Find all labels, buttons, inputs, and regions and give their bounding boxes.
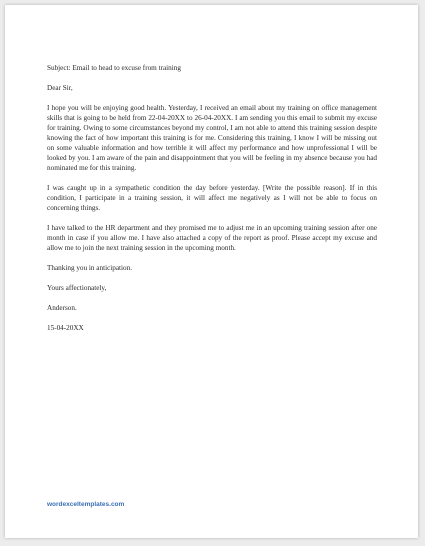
letter-body [47, 63, 377, 343]
website-link[interactable]: wordexceltemplates.com [47, 501, 125, 508]
letter-paragraph-3: I have talked to the HR department and they promised me to adjust me in an upcoming training session after one month in case if you allow me. I have also attached a copy of the report as proof. Please accept my excuse and allow me to join the next training session in the upcoming month. [47, 224, 377, 252]
letter-thanks: Thanking you in anticipation. [47, 264, 133, 272]
letter-closing: Yours affectionately, [47, 284, 107, 292]
document-page [5, 5, 418, 538]
letter-subject: Subject: Email to head to excuse from training [47, 64, 181, 72]
letter-salutation: Dear Sir, [47, 84, 73, 92]
letter-paragraph-1: I hope you will be enjoying good health. Yesterday, I received an email about my training on office management skills that is going to be held from 22-04-20XX to 26-04-20XX. I am sending you this email to submit my excuse for training. Owing to some circumstances beyond my control, I am not able to attend this training session despite knowing the fact of how important this training is for me. Considering this training, I know I will be missing out on some valuable information and how terrible it will affect my performance and how unprofessional I will be looked by you. I am aware of the pain and disappointment that you will be feeling in my absence because you had nominated me for this training. [47, 104, 377, 172]
letter-signature: Anderson. [47, 304, 77, 312]
letter-date: 15-04-20XX [47, 324, 84, 332]
letter-paragraph-2: I was caught up in a sympathetic condition the day before yesterday. [Write the possible reason]. If in this condition, I participate in a training session, it will affect me negatively as I will not be able to focus on concerning things. [47, 184, 377, 212]
